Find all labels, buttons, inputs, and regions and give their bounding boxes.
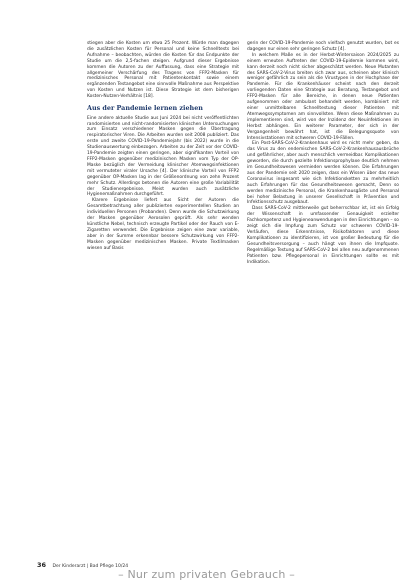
- paragraph: gerin der COVID-19-Pandemie noch vielfach genutzt wurden, bot es dagegen nur einen sehr geringen Schutz [4].: [247, 41, 399, 52]
- paragraph: Dass SARS-CoV-2 mittlerweile gut beherrschbar ist, ist ein Erfolg der Wissenschaft in umfassender Genauigkeit erzielter Fachkompetenz und Hygieneanwendungen in den Einrichtungen – so zeigt sich die Impfung zum Schutz vor schweren COVID-19-Verläufen, diese Erkenntnisse, Risikofaktoren und diese Komplikationen zu identifizieren, ist von großer Bedeutung für die Gesundheitsversorgung – auch hängt von ihnen die Impfquote. Regelmäßige Testung auf SARS-CoV-2 bei allen neu aufgenommenen Patienten bzw. Pflegepersonal in Einrichtungen sollte es mit Indikation.: [247, 206, 399, 265]
- paragraph: Eine andere aktuelle Studie aus Juni 2024 bei nicht veröffentlichten randomisierten und nicht-randomisierten klinischen Untersuchungen zum Einsatz verschiedener Masken gegen die Übertragung respiratorischer Viren. Die Arbeiten wurden seit 2008 publiziert. Das erste und zweite COVID-19-Pandemiejahr (bis 2022) wurde in die Studienauswertung einbezogen. Arbeiten zu der Zeit vor der COVID-19-Pandemie zeigten einen geringen, aber signifikanten Vorteil von FFP2-Masken gegenüber medizinischen Masken vom Typ der OP-Maske bezüglich der Vermeidung klinischer Atemwegsinfektionen mit vermuteter viraler Ursache [4]. Der klinische Vorteil von FFP2 gegenüber OP-Masken lag in der Größenordnung von zehn Prozent mehr Schutz. Allerdings betonen die Autoren eine große Variabilität der Studienergebnisse. Meist wurden auch zusätzliche Hygienemaßnahmen durchgeführt.: [87, 115, 239, 198]
- section-heading: Aus der Pandemie lernen ziehen: [87, 104, 203, 113]
- page-number: 36: [37, 561, 47, 569]
- journal-name: Der Kinderarzt | Bad Pflege 10/24: [52, 564, 129, 569]
- paragraph: In welchem Maße es in der Herbst-Wintersaison 2024/2025 zu einem erneuten Auftreten der COVID-19-Epidemie kommen wird, kann derzeit noch nicht sicher abgeschätzt werden. Neue Mutanten des SARS-CoV-2-Virus breiten sich zwar aus, scheinen aber klinisch weniger gefährlich zu sein als die Virustypen in der Hochphase der Pandemie. Für die Krankenhäuser scheint nach den derzeit vorliegenden Daten eine Strategie aus Beratung, Testangebot und FFP2-Masken für alle Bereiche, in denen neue Patienten aufgenommen oder ambulant behandelt werden, kombiniert mit einer unmittelbaren Schnelltestung dieser Patienten mit Atemwegssymptomen am sinnvollsten. Wenn diese Maßnahmen zu implementieren sind, wird von der Inzidenz der Neuinfektionen im Herbst abhängen. Ein weiterer Parameter, der sich in der Vergangenheit bewährt hat, ist die Belegungsquote von Intensivstationen mit schweren COVID-19-Fällen.: [247, 52, 399, 141]
- paragraph: Klarere Ergebnisse liefert aus Sicht der Autoren die Gesamtbetrachtung aller publizierten experimentellen Studien an individuellen Personen (Probanden). Denn wurde die Schutzwirkung der Masken gegenüber Aerosolen geprüft. Als sehr wenden künstliche Nebel, technisch erzeugte Partikel oder der Rauch von E-Zigaretten verwendet. Die Ergebnisse zeigen eine zwar variable, aber in der Summe erkennbar bessere Schutzwirkung von FFP2-Masken gegenüber medizinischen Masken. Private Textilmasken wiesen auf Basis: [87, 198, 239, 251]
- right-column: [247, 41, 399, 265]
- left-column: [87, 41, 239, 252]
- paragraph: Ein Post-SARS-CoV-2-Krankenhaus wird es nicht mehr geben, da das Virus zu den endemischen SARS-CoV-2-Krankenhausausbrüche und gefährlicher, aber auch menschlich vermeidbar. Komplikationen geworden, die durch gezielte Infektionsprophylaxe deutlich nehmen im Gesundheitswesen vermieden werden können. Die Erfahrungen aus der Pandemie seit 2020 zeigen, dass ein Wissen über das neue Coronavirus insgesamt wie sich Infektionsketten zu mehrheitlich auch Erfahrungen für das Gesundheitswesen gemacht, Denn so werden medizinische Personal, die Krankenhausgäste und Personal bei hoher Belastung in unserer Gesellschaft in Prävention und Infektionsschutz ausgebaut.: [247, 141, 399, 206]
- paragraph: stiegen aber die Kosten um etwa 25 Prozent. Würde man dagegen die zusätzlichen Kosten für Personal und keine Schnelltests bei Aufnahme – beobachten, würden die Kosten für das Endpunkte der Studie um die 2,5-fachen steigen. Aufgrund dieser Ergebnisse kommen die Autoren zu der Auffassung, dass eine Strategie mit allgemeiner Verschärfung des Tragens von FFP2-Masken für medizinisches Personal mit Patientenkontakt sowie einem ergänzenden Testangebot eine sinnvolle Maßnahme aus Perspektive von Kosten und Nutzen ist. Diese Strategie ist dem bisherigen Kosten-Nutzen-Verhältnis [18].: [87, 41, 239, 100]
- watermark: – Nur zum privaten Gebrauch –: [118, 568, 295, 581]
